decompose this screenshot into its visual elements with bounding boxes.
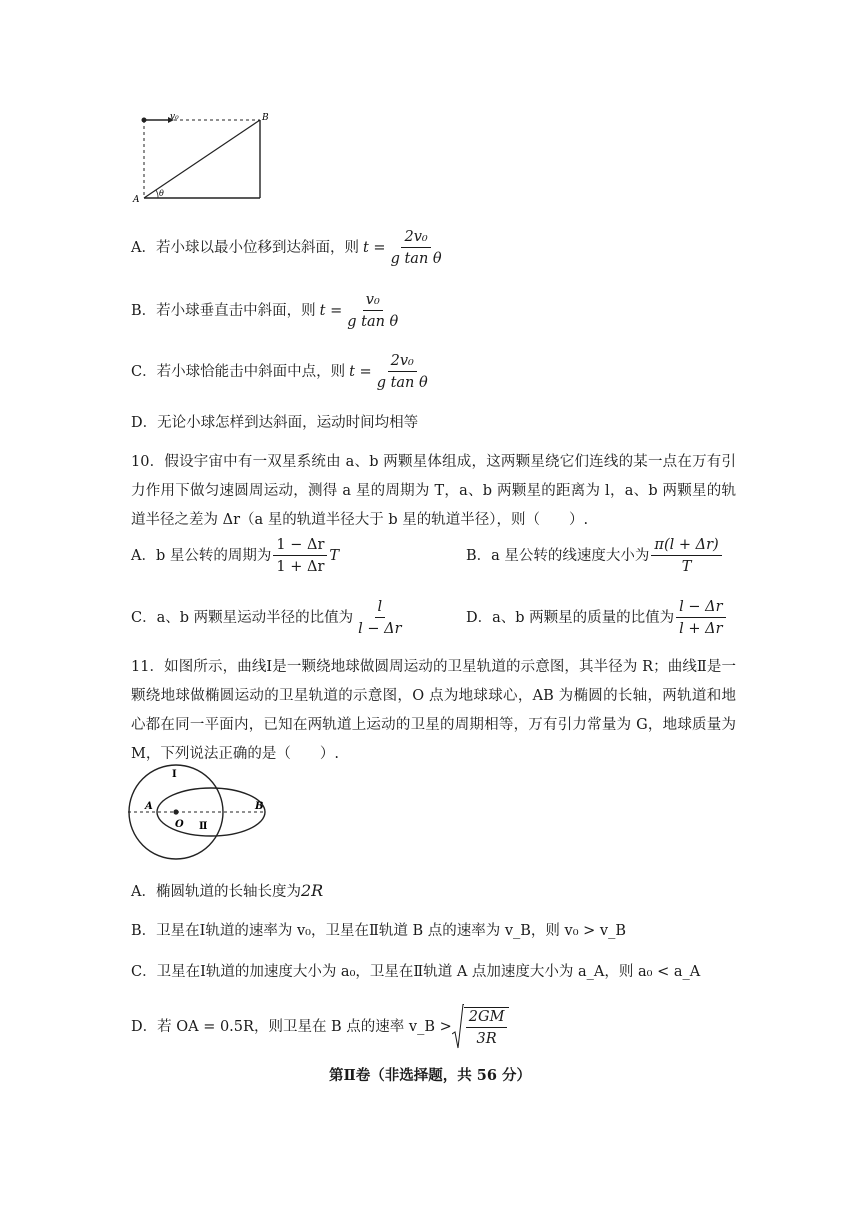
q9-option-a-lhs: t =: [362, 240, 386, 256]
q11-option-a-value: 2R: [300, 881, 324, 900]
q10-option-a-num: 1 − Δr: [273, 536, 327, 556]
q10-option-b-text: B．a 星公转的线速度大小为: [466, 548, 650, 564]
orbit-ii-label: Ⅱ: [199, 821, 208, 832]
point-a-label: A: [145, 801, 153, 812]
q11-option-d-text: D．若 OA = 0.5R，则卫星在 B 点的速率 v_B >: [131, 1019, 452, 1035]
q10-option-d: [466, 598, 728, 638]
q11-option-a: [131, 882, 323, 901]
q9-option-b: [131, 291, 403, 331]
q9-option-a-den: g tan θ: [390, 251, 442, 267]
q10-option-b-den: T: [681, 559, 692, 575]
q9-option-d: D．无论小球怎样到达斜面，运动时间均相等: [131, 415, 419, 431]
orbit-figure: [126, 757, 276, 867]
q9-option-a-fraction: [388, 228, 445, 268]
q10-option-b-num: π(l + Δr): [651, 536, 721, 556]
q9-option-b-num: v₀: [363, 291, 383, 311]
q10-option-a-den: 1 + Δr: [276, 559, 325, 575]
q10-option-a-text: A．b 星公转的周期为: [131, 548, 272, 564]
q11-option-d-den: 3R: [476, 1030, 497, 1047]
q10-option-b-fraction: [651, 536, 721, 576]
q9-option-c-num: 2v₀: [388, 352, 417, 372]
a-label: A: [133, 195, 140, 205]
q10-option-a-tail: T: [329, 548, 340, 564]
q10-option-a-fraction: [273, 536, 327, 576]
q9-option-b-den: g tan θ: [347, 314, 399, 330]
q9-option-a-text: A．若小球以最小位移到达斜面，则: [131, 240, 359, 256]
sqrt-expression: [452, 1004, 510, 1050]
q11-option-c: C．卫星在Ⅰ轨道的加速度大小为 a₀，卫星在Ⅱ轨道 A 点加速度大小为 a_A，则 a₀ < a_A: [131, 964, 701, 980]
q9-option-b-lhs: t =: [319, 303, 343, 319]
q9-option-b-text: B．若小球垂直击中斜面，则: [131, 303, 316, 319]
q9-option-c-lhs: t =: [349, 364, 372, 380]
q10-option-d-den: l + Δr: [679, 621, 723, 637]
q9-option-c: [131, 352, 433, 392]
q10-option-c-den: l − Δr: [358, 621, 402, 637]
q10-stem: 10．假设宇宙中有一双星系统由 a、b 两颗星体组成，这两颗星绕它们连线的某一点在万有引力作用下做匀速圆周运动，测得 a 星的周期为 T，a、b 两颗星的距离为 l，a、b 两颗星的轨道半径之差为 Δr（a 星的轨道半径大于 b 星的轨道半径），则（ ）.: [131, 454, 736, 528]
q10-option-c: [131, 598, 407, 638]
ball: [142, 118, 147, 123]
q11-stem: 11．如图所示，曲线Ⅰ是一颗绕地球做圆周运动的卫星轨道的示意图，其半径为 R；曲线Ⅱ是一颗绕地球做椭圆运动的卫星轨道的示意图，O 点为地球球心，AB 为椭圆的长轴，两轨道和地心都在同一平面内，已知在两轨道上运动的卫星的周期相等，万有引力常量为 G，地球质量为 M，下列说法正确的是（ ）.: [131, 659, 736, 762]
q11-option-b: B．卫星在Ⅰ轨道的速率为 v₀，卫星在Ⅱ轨道 B 点的速率为 v_B，则 v₀ > v_B: [131, 923, 627, 939]
q11-option-a-text: A．椭圆轨道的长轴长度为: [131, 884, 301, 900]
angle-arc: [156, 190, 158, 198]
q9-option-c-text: C．若小球恰能击中斜面中点，则: [131, 364, 346, 380]
q9-option-a: [131, 228, 447, 268]
q11-option-d-num: 2GM: [466, 1008, 508, 1028]
q11-option-d: [131, 1004, 509, 1050]
q9-option-a-num: 2v₀: [401, 228, 430, 248]
section-title: 第Ⅱ卷（非选择题，共 56 分）: [329, 1067, 531, 1084]
q10-option-d-num: l − Δr: [676, 598, 725, 618]
point-b-label: B: [255, 801, 264, 812]
q9-option-b-fraction: [344, 291, 401, 331]
theta-label: θ: [159, 189, 164, 198]
q9-option-c-fraction: [374, 352, 431, 392]
q10-option-c-text: C．a、b 两颗星运动半径的比值为: [131, 610, 354, 626]
q11-option-d-fraction: [466, 1008, 508, 1048]
orbit-i-label: Ⅰ: [172, 769, 177, 780]
q10-option-c-num: l: [375, 598, 386, 618]
q10-option-b: [466, 536, 724, 576]
incline-line: [144, 120, 260, 198]
q10-option-d-text: D．a、b 两颗星的质量的比值为: [466, 610, 675, 626]
point-o-label: O: [175, 819, 184, 830]
sqrt-sign-icon: [452, 1004, 464, 1050]
q9-option-c-den: g tan θ: [376, 375, 428, 391]
incline-figure: [128, 108, 278, 208]
v0-label: v₀: [170, 112, 179, 122]
q10-option-a: [131, 536, 339, 576]
b-label: B: [262, 113, 269, 123]
q10-option-c-fraction: [355, 598, 404, 638]
q10-option-d-fraction: [676, 598, 725, 638]
earth-center: [173, 809, 178, 814]
